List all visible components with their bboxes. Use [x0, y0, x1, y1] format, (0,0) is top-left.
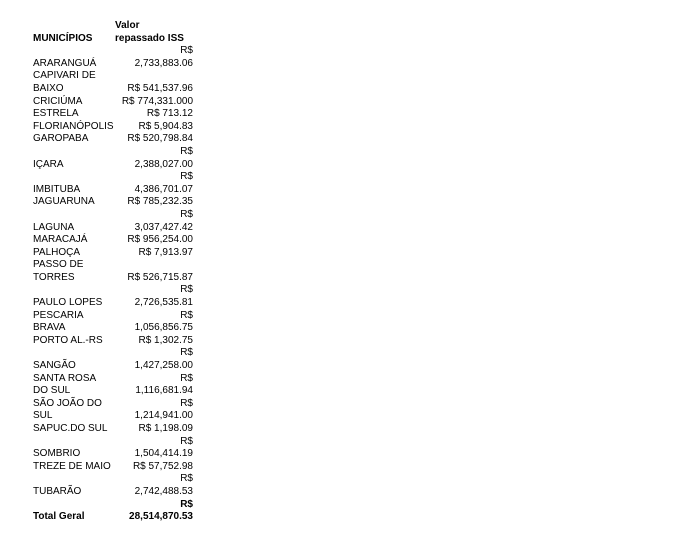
- municipio-name: SANTA ROSA DO SUL: [33, 372, 97, 397]
- iss-value: R$ 7,913.97: [138, 246, 193, 258]
- table-row: [33, 133, 193, 146]
- table-row: [33, 259, 193, 284]
- table-row: [33, 70, 193, 95]
- table-row: [33, 247, 193, 260]
- municipio-name: CRICIÚMA: [33, 95, 83, 107]
- iss-value: R$ 57,752.98: [132, 460, 193, 472]
- municipio-name: SANGÃO: [33, 360, 76, 372]
- municipio-name: CAPIVARI DE BAIXO: [33, 70, 96, 94]
- total-row: [33, 499, 193, 524]
- municipio-name: PESCARIA BRAVA: [33, 309, 84, 334]
- header-row: [33, 20, 193, 45]
- iss-value: R$ 2,733,883.06: [134, 45, 193, 69]
- iss-table-sheet: [33, 20, 193, 524]
- municipio-name: SOMBRIO: [33, 448, 81, 460]
- table-row: [33, 96, 193, 109]
- municipio-name: TREZE DE MAIO: [33, 460, 111, 472]
- table-row: [33, 284, 193, 309]
- table-row: [33, 146, 193, 171]
- iss-value: R$ 1,198.09: [138, 423, 193, 434]
- iss-value: R$ 3,037,427.42: [134, 208, 193, 233]
- municipio-name: TUBARÃO: [33, 485, 82, 497]
- table-row: [33, 335, 193, 348]
- municipio-name: FLORIANÓPOLIS: [33, 120, 114, 132]
- iss-value: R$ 520,798.84: [127, 133, 193, 145]
- iss-value: R$ 526,715.87: [127, 271, 193, 283]
- iss-value: R$ 1,504,414.19: [134, 435, 193, 460]
- municipio-name: SAPUC.DO SUL: [33, 423, 108, 434]
- iss-value: R$ 956,254.00: [127, 234, 193, 246]
- table-row: [33, 373, 193, 398]
- iss-value: R$ 1,302.75: [138, 334, 193, 346]
- table-row: [33, 196, 193, 209]
- municipio-name: LAGUNA: [33, 221, 75, 233]
- iss-value: R$ 1,056,856.75: [134, 309, 193, 334]
- table-row: [33, 436, 193, 461]
- iss-table: [33, 20, 193, 524]
- municipio-name: ESTRELA: [33, 108, 79, 120]
- iss-value: R$ 2,388,027.00: [134, 145, 193, 170]
- iss-value: R$ 5,904.83: [138, 120, 193, 132]
- iss-value: R$ 541,537.96: [127, 82, 193, 94]
- iss-value: R$ 785,232.35: [127, 196, 193, 208]
- iss-value: R$ 2,742,488.53: [134, 473, 193, 497]
- municipio-name: GAROPABA: [33, 133, 89, 145]
- municipio-name: PALHOÇA: [33, 246, 81, 258]
- table-row: [33, 108, 193, 121]
- table-row: [33, 209, 193, 234]
- table-row: [33, 121, 193, 134]
- table-row: [33, 45, 193, 70]
- iss-value: R$ 4,386,701.07: [134, 171, 193, 195]
- municipio-name: PASSO DE TORRES: [33, 259, 84, 283]
- municipio-name: IÇARA: [33, 158, 64, 170]
- iss-value: R$ 774,331.000: [121, 95, 193, 107]
- table-row: [33, 473, 193, 498]
- municipio-name: IMBITUBA: [33, 183, 81, 195]
- iss-value: R$ 713.12: [146, 108, 193, 120]
- municipio-name: MARACAJÁ: [33, 234, 88, 246]
- municipio-name: JAGUARUNA: [33, 196, 95, 208]
- header-valor-repassado: Valor repassado ISS: [115, 20, 184, 44]
- iss-value: R$ 1,427,258.00: [134, 347, 193, 372]
- table-row: [33, 423, 193, 436]
- iss-value: R$ 1,116,681.94: [135, 372, 193, 397]
- table-row: [33, 461, 193, 474]
- table-row: [33, 171, 193, 196]
- municipio-name: SÃO JOÃO DO SUL: [33, 397, 102, 422]
- municipio-name: PAULO LOPES: [33, 297, 103, 309]
- iss-value: R$ 1,214,941.00: [134, 397, 193, 422]
- table-row: [33, 347, 193, 372]
- table-row: [33, 310, 193, 335]
- total-value: R$ 28,514,870.53: [129, 498, 193, 523]
- total-label: Total Geral: [33, 511, 85, 523]
- iss-value: R$ 2,726,535.81: [134, 284, 193, 309]
- table-row: [33, 234, 193, 247]
- municipio-name: PORTO AL.-RS: [33, 334, 103, 346]
- header-municipios: MUNICÍPIOS: [33, 32, 93, 44]
- municipio-name: ARARANGUÁ: [33, 57, 97, 69]
- table-row: [33, 398, 193, 423]
